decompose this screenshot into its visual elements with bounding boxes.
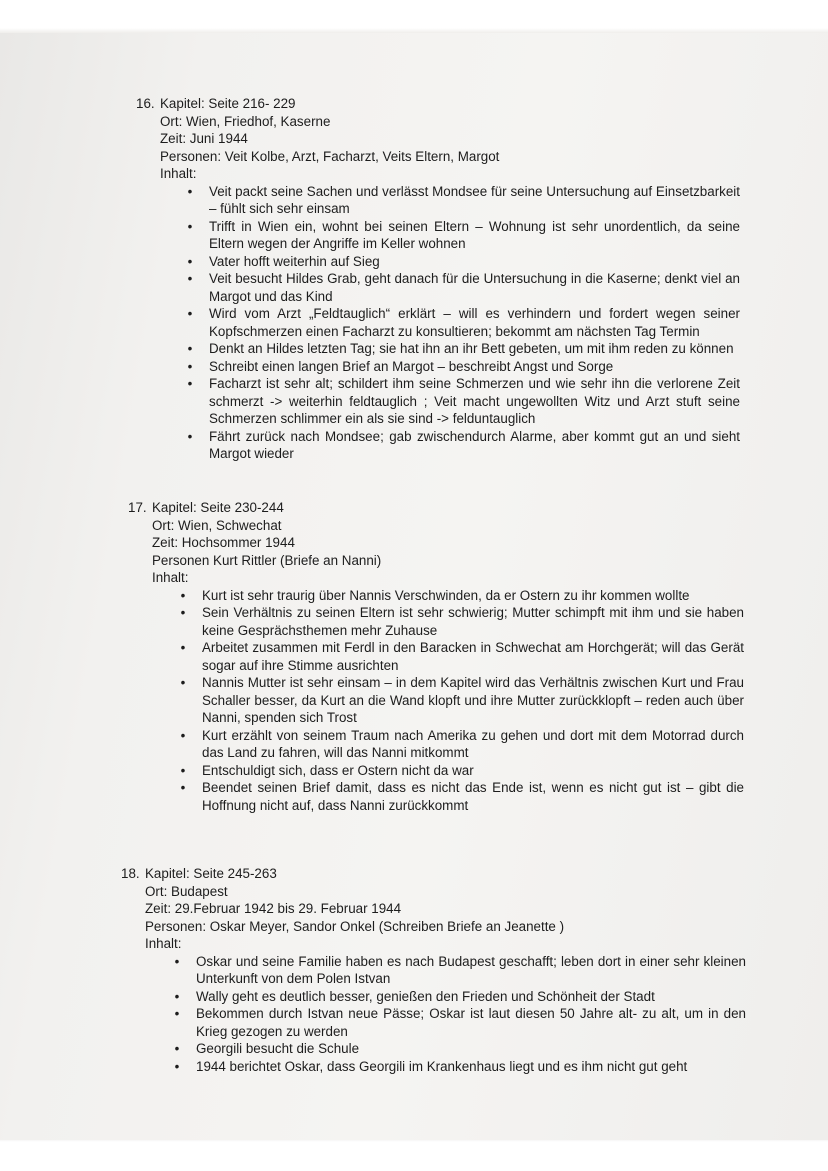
bullet-text: Sein Verhältnis zu seinen Eltern ist sehr schwierig; Mutter schimpft mit ihm und sie haben keine Gesprächsthemen mehr Zuhause	[202, 605, 744, 638]
chapter-personen: Personen: Veit Kolbe, Arzt, Facharzt, Veits Eltern, Margot	[160, 148, 500, 164]
bullet-text: Wird vom Arzt „Feldtauglich“ erklärt – will es verhindern und fordert wegen seiner Kopfschmerzen einen Facharzt zu konsultieren; bekommt am nächsten Tag Termin	[209, 306, 740, 339]
bullet-item	[174, 1005, 746, 1040]
bullet-dot-icon: •	[180, 605, 186, 620]
chapter-18	[121, 865, 746, 1075]
chapter-personen: Personen Kurt Rittler (Briefe an Nanni)	[152, 552, 382, 568]
bullet-item	[180, 674, 744, 727]
bullet-dot-icon: •	[187, 358, 193, 374]
bullet-text: Beendet seinen Brief damit, dass es nicht das Ende ist, wenn es nicht gut ist – gibt die Hoffnung nicht auf, dass Nanni zurückkommt	[202, 780, 744, 813]
bullet-dot-icon: •	[174, 988, 180, 1004]
bullet-item	[180, 604, 744, 639]
bullet-text: Kurt erzählt von seinem Traum nach Amerika zu gehen und dort mit dem Motorrad durch das Land zu fahren, will das Nanni mitkommt	[202, 727, 744, 760]
bullet-item	[187, 270, 740, 305]
bullet-text: Veit packt seine Sachen und verlässt Mondsee für seine Untersuchung auf Einsetzbarkeit – fühlt sich sehr einsam	[209, 183, 740, 216]
bullet-text: Denkt an Hildes letzten Tag; sie hat ihn an ihr Bett gebeten, um mit ihm reden zu können	[209, 341, 734, 356]
bullet-item	[187, 340, 740, 358]
chapter-personen: Personen: Oskar Meyer, Sandor Onkel (Schreiben Briefe an Jeanette )	[145, 918, 565, 934]
bullet-item	[180, 779, 744, 814]
bullet-item	[187, 218, 740, 253]
chapter-ort: Ort: Wien, Friedhof, Kaserne	[160, 113, 331, 129]
bullet-text: Oskar und seine Familie haben es nach Budapest geschafft; leben dort in einer sehr kleinen Unterkunft von dem Polen Istvan	[196, 953, 746, 986]
bullet-dot-icon: •	[187, 306, 193, 321]
bullet-item	[180, 762, 744, 780]
chapter-zeit: Zeit: 29.Februar 1942 bis 29. Februar 1944	[145, 901, 402, 916]
chapter-heading	[128, 499, 744, 517]
chapter-ort: Ort: Budapest	[145, 883, 228, 899]
chapter-heading	[136, 95, 740, 113]
bullet-dot-icon: •	[187, 271, 193, 286]
bullet-text: Kurt ist sehr traurig über Nannis Verschwinden, da er Ostern zu ihr kommen wollte	[202, 587, 690, 603]
bullet-dot-icon: •	[187, 218, 193, 234]
chapter-zeit: Zeit: Juni 1944	[160, 131, 248, 146]
bullet-text: Trifft in Wien ein, wohnt bei seinen Eltern – Wohnung ist sehr unordentlich, da seine Eltern wegen der Angriffe im Keller wohnen	[209, 218, 740, 251]
bullet-item	[180, 727, 744, 762]
chapter-meta	[160, 113, 740, 183]
bullet-list	[187, 183, 740, 463]
bullet-dot-icon: •	[180, 675, 186, 690]
bullet-item	[187, 358, 740, 376]
bullet-item	[174, 953, 746, 988]
chapter-number: 17.	[128, 500, 147, 515]
bullet-item	[174, 1040, 746, 1058]
bullet-dot-icon: •	[187, 376, 193, 391]
bullet-text: 1944 berichtet Oskar, dass Georgili im Krankenhaus liegt und es ihm nicht gut geht	[196, 1058, 688, 1074]
bullet-item	[174, 988, 746, 1006]
bullet-text: Georgili besucht die Schule	[196, 1041, 360, 1056]
chapter-17	[128, 499, 744, 814]
bullet-item	[187, 428, 740, 463]
bullet-item	[187, 305, 740, 340]
bullet-item	[187, 253, 740, 271]
bullet-dot-icon: •	[174, 953, 180, 969]
chapter-inhalt-label: Inhalt:	[152, 570, 189, 585]
bullet-text: Entschuldigt sich, dass er Ostern nicht da war	[202, 762, 474, 778]
bullet-text: Schreibt einen langen Brief an Margot – beschreibt Angst und Sorge	[209, 358, 614, 374]
chapter-number: 18.	[121, 866, 140, 881]
bullet-text: Fährt zurück nach Mondsee; gab zwischendurch Alarme, aber kommt gut an und sieht Margot wieder	[209, 428, 740, 461]
chapter-inhalt-label: Inhalt:	[145, 936, 182, 951]
bullet-dot-icon: •	[187, 253, 193, 269]
bullet-dot-icon: •	[187, 183, 193, 199]
bullet-list	[174, 953, 746, 1076]
bullet-text: Veit besucht Hildes Grab, geht danach für die Untersuchung in die Kaserne; denkt viel an Margot und das Kind	[209, 271, 740, 304]
bullet-text: Wally geht es deutlich besser, genießen den Frieden und Schönheit der Stadt	[196, 988, 655, 1004]
bullet-list	[180, 587, 744, 815]
chapter-inhalt-label: Inhalt:	[160, 166, 197, 181]
bullet-dot-icon: •	[180, 587, 186, 603]
bullet-dot-icon: •	[180, 762, 186, 778]
bullet-dot-icon: •	[180, 727, 186, 743]
chapter-heading	[121, 865, 746, 883]
chapter-title: Kapitel: Seite 230-244	[152, 500, 284, 515]
bullet-dot-icon: •	[180, 780, 186, 795]
chapter-meta	[145, 883, 746, 953]
bullet-item	[187, 375, 740, 428]
bullet-item	[187, 183, 740, 218]
bullet-text: Nannis Mutter ist sehr einsam – in dem Kapitel wird das Verhältnis zwischen Kurt und Frau Schaller besser, da Kurt an die Wand klopft und ihre Mutter zurückklopft – reden auch über Nanni, spenden sich Trost	[202, 675, 744, 725]
chapter-zeit: Zeit: Hochsommer 1944	[152, 535, 295, 550]
bullet-dot-icon: •	[174, 1041, 180, 1056]
bullet-dot-icon: •	[174, 1006, 180, 1021]
bullet-dot-icon: •	[174, 1058, 180, 1074]
chapter-16	[136, 95, 740, 463]
bullet-dot-icon: •	[187, 428, 193, 444]
chapter-title: Kapitel: Seite 245-263	[145, 866, 277, 881]
chapter-meta	[152, 517, 744, 587]
bullet-text: Facharzt ist sehr alt; schildert ihm seine Schmerzen und wie sehr ihn die verlorene Zeit schmerzt -> weiterhin feldtauglich ; Veit macht ungewollten Witz und Arzt stuft seine Schmerzen schlimmer ein als sie sind -> felduntauglich	[209, 376, 740, 426]
bullet-text: Arbeitet zusammen mit Ferdl in den Baracken in Schwechat am Horchgerät; will das Gerät sogar auf ihre Stimme ausrichten	[202, 640, 744, 673]
bullet-item	[174, 1058, 746, 1076]
bullet-text: Vater hofft weiterhin auf Sieg	[209, 253, 380, 269]
bullet-item	[180, 587, 744, 605]
chapter-number: 16.	[136, 96, 155, 111]
chapter-title: Kapitel: Seite 216- 229	[160, 96, 296, 111]
chapter-ort: Ort: Wien, Schwechat	[152, 517, 282, 533]
bullet-dot-icon: •	[187, 341, 193, 356]
bullet-item	[180, 639, 744, 674]
bullet-dot-icon: •	[180, 640, 186, 655]
bullet-text: Bekommen durch Istvan neue Pässe; Oskar ist laut diesen 50 Jahre alt- zu alt, um in den Krieg gezogen zu werden	[196, 1006, 746, 1039]
